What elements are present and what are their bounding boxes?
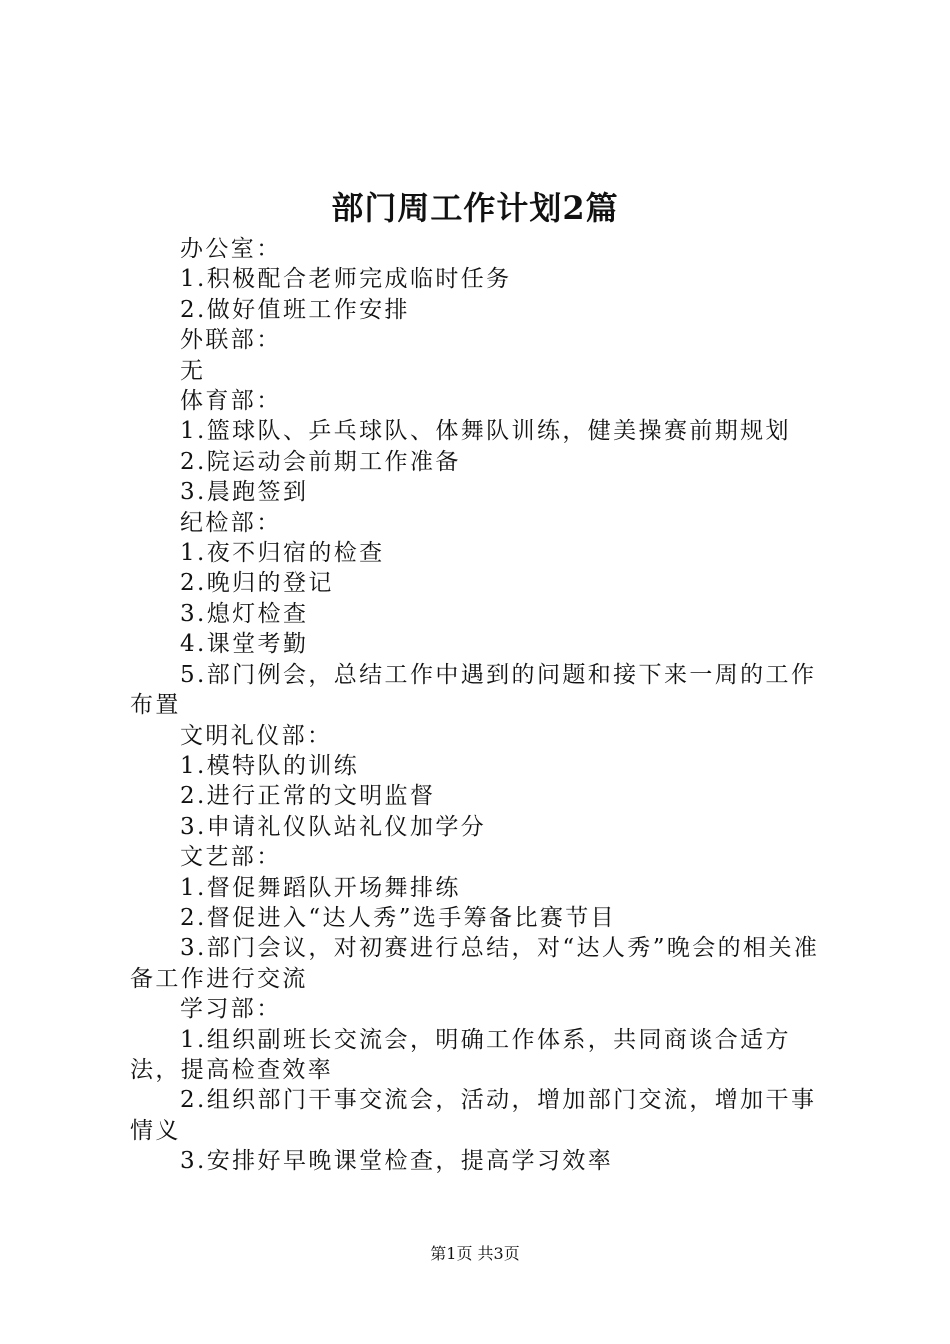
paragraph: 2.进行正常的文明监督 — [180, 783, 436, 810]
paragraph: 2.院运动会前期工作准备 — [180, 448, 461, 475]
paragraph: 3.晨跑签到 — [180, 479, 309, 506]
document-body — [130, 234, 835, 1177]
paragraph: 1.模特队的训练 — [180, 752, 360, 779]
paragraph: 1.篮球队、乒乓球队、体舞队训练，健美操赛前期规划 — [180, 418, 791, 445]
paragraph: 5.部门例会，总结工作中遇到的问题和接下来一周的工作布置 — [130, 661, 817, 719]
paragraph: 1.督促舞蹈队开场舞排练 — [180, 874, 461, 901]
page-footer: 第1页 共3页 — [430, 1244, 520, 1263]
paragraph: 2.晚归的登记 — [180, 570, 334, 597]
paragraph: 1.夜不归宿的检查 — [180, 540, 385, 567]
paragraph: 3.安排好早晚课堂检查，提高学习效率 — [180, 1148, 614, 1175]
paragraph: 纪检部： — [180, 509, 282, 536]
paragraph: 文明礼仪部： — [180, 722, 333, 749]
paragraph: 3.部门会议，对初赛进行总结，对“达人秀”晚会的相关准备工作进行交流 — [130, 935, 820, 992]
paragraph: 办公室： — [180, 236, 282, 262]
paragraph: 3.申请礼仪队站礼仪加学分 — [180, 813, 487, 840]
paragraph: 2.督促进入“达人秀”选手筹备比赛节目 — [180, 904, 617, 931]
paragraph: 无 — [180, 357, 206, 384]
paragraph: 文艺部： — [180, 844, 282, 871]
paragraph: 1.组织副班长交流会，明确工作体系，共同商谈合适方法，提高检查效率 — [130, 1026, 791, 1083]
paragraph: 4.课堂考勤 — [180, 631, 309, 658]
paragraph: 学习部： — [180, 996, 282, 1023]
paragraph: 2.做好值班工作安排 — [180, 296, 410, 323]
paragraph: 2.组织部门干事交流会，活动，增加部门交流，增加干事情义 — [130, 1087, 817, 1144]
document-title: 部门周工作计划2篇 — [331, 189, 619, 227]
paragraph: 3.熄灯检查 — [180, 600, 309, 627]
paragraph: 体育部： — [180, 388, 282, 415]
paragraph: 1.积极配合老师完成临时任务 — [180, 266, 512, 293]
paragraph: 外联部： — [180, 327, 282, 354]
